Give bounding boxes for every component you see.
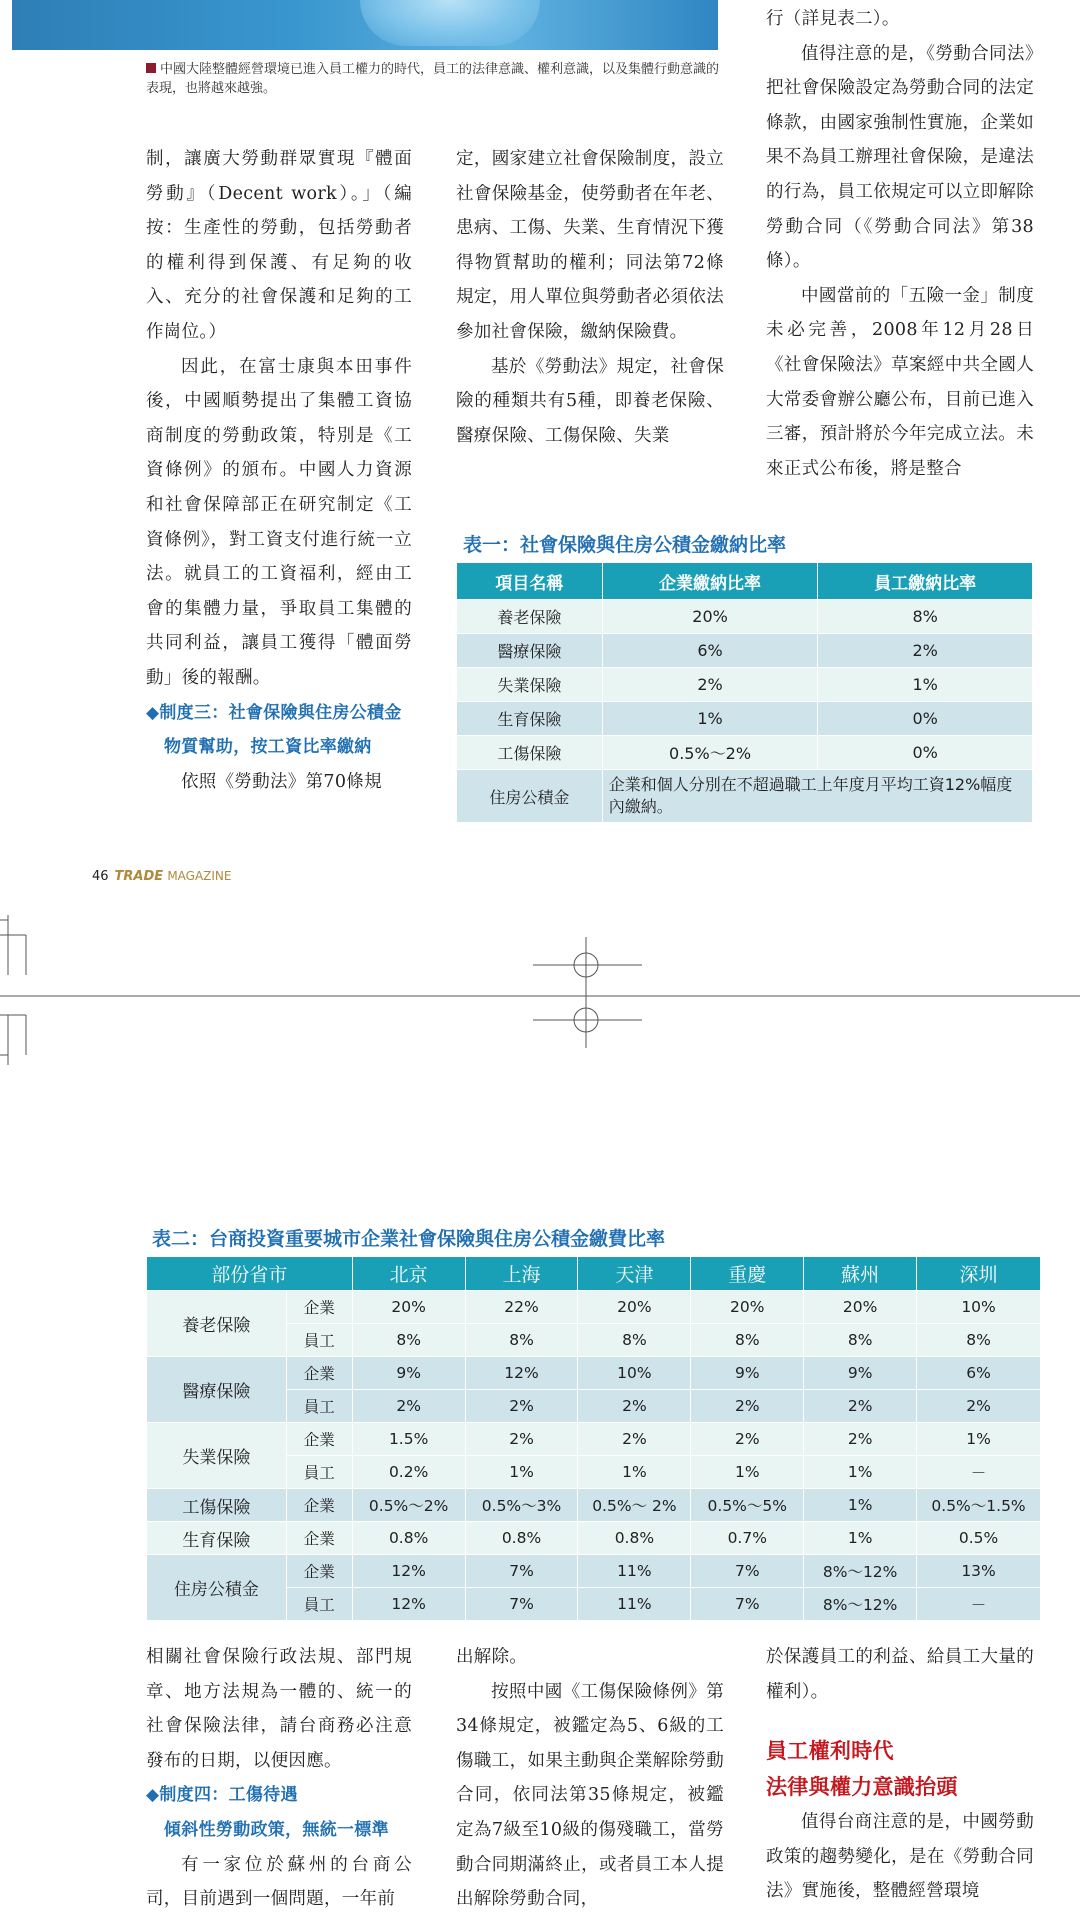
table-cell: 8% [465,1324,578,1357]
paragraph: 中國當前的「五險一金」制度未必完善，2008年12月28日《社會保險法》草案經中共全國人大常委會辦公廳公布，目前已進入三審，預計將於今年完成立法。未來正式公布後，將是整合 [766,285,1034,479]
group-label: 失業保險 [147,1423,287,1489]
table-cell: 10% [917,1291,1041,1324]
paragraph: 依照《勞動法》第70條規 [181,771,382,792]
table-cell: 0% [818,702,1033,736]
table-cell: 20% [602,600,818,634]
table-cell: 7% [691,1555,804,1588]
table-cell: 1% [578,1456,691,1489]
payer-label: 企業 [286,1291,352,1324]
table1 [456,562,1033,823]
paragraph: 行（詳見表二）。 [766,9,900,29]
city-header: 深圳 [917,1257,1041,1291]
table-cell: 2% [602,668,818,702]
corner-header: 部份省市 [147,1257,353,1291]
table-cell: 7% [465,1588,578,1621]
article-subheading: 法律與權力意識抬頭 [766,1775,958,1800]
table-cell: 醫療保險 [457,634,603,668]
table-cell: 失業保險 [457,668,603,702]
table-cell: 養老保險 [457,600,603,634]
table-cell: － [917,1588,1041,1621]
top-column-1 [146,142,412,799]
table-cell: 0.8% [352,1522,465,1555]
table-row [147,1489,1041,1522]
table-row [457,600,1033,634]
table-cell: 20% [691,1291,804,1324]
page-footer [92,869,232,884]
magazine-logo-word: MAGAZINE [167,869,232,883]
city-header: 北京 [352,1257,465,1291]
paragraph: 基於《勞動法》規定，社會保險的種類共有5種，即養老保險、醫療保險、工傷保險、失業 [456,356,724,446]
table-cell: 0.5%～2% [602,736,818,770]
group-label: 住房公積金 [147,1555,287,1621]
table-cell: 1% [465,1456,578,1489]
table-row [147,1522,1041,1555]
table-cell: 6% [917,1357,1041,1390]
table-cell: 8% [818,600,1033,634]
table-cell: 2% [804,1390,917,1423]
table-cell: 0% [818,736,1033,770]
table-cell: 8%～12% [804,1588,917,1621]
table-cell: 2% [352,1390,465,1423]
table-cell: 2% [578,1423,691,1456]
paragraph: 因此，在富士康與本田事件後，中國順勢提出了集體工資協商制度的勞動政策，特別是《工資條例》的頒布。中國人力資源和社會保障部正在研究制定《工資條例》，對工資支付進行統一立法。就員工的工資福利，經由工會的集體力量，爭取員工集體的共同利益，讓員工獲得「體面勞動」後的報酬。 [146,356,412,688]
table-cell: 住房公積金 [457,770,603,823]
crop-marks [0,915,1080,1065]
table-cell: 2% [691,1390,804,1423]
table-row [147,1423,1041,1456]
table-cell: 1% [804,1456,917,1489]
section-heading: ◆制度三：社會保險與住房公積金 [146,702,402,723]
column-header: 項目名稱 [457,563,603,600]
paragraph: 按照中國《工傷保險條例》第34條規定，被鑑定為5、6級的工傷職工，如果主動與企業解除勞動合同，依同法第35條規定，被鑑定為7級至10級的傷殘職工，當勞動合同期滿終止，或者員工本人提出解除勞動合同， [456,1681,724,1910]
table-cell: 0.5%～3% [465,1489,578,1522]
payer-label: 員工 [286,1456,352,1489]
bottom-column-2 [456,1640,724,1917]
photo-caption [146,60,720,98]
table-cell: 2% [917,1390,1041,1423]
payer-label: 企業 [286,1522,352,1555]
table-row [147,1357,1041,1390]
table-cell: 0.5%～2% [352,1489,465,1522]
top-column-2 [456,142,724,453]
table1-title: 表一：社會保險與住房公積金繳納比率 [463,534,787,556]
table-cell: 生育保險 [457,702,603,736]
table-header-row [147,1257,1041,1291]
paragraph: 有一家位於蘇州的台商公司，目前遇到一個問題，一年前 [146,1854,412,1910]
table-cell: 2% [818,634,1033,668]
table-cell: 22% [465,1291,578,1324]
group-label: 養老保險 [147,1291,287,1357]
table-cell: 0.8% [578,1522,691,1555]
table-cell: 12% [465,1357,578,1390]
city-header: 天津 [578,1257,691,1291]
table-cell: 0.7% [691,1522,804,1555]
table-cell: － [917,1456,1041,1489]
table-header-row [457,563,1033,600]
page-number: 46 [92,869,109,884]
table-cell: 8% [917,1324,1041,1357]
article-subheading: 員工權利時代 [766,1739,894,1764]
table-cell: 12% [352,1588,465,1621]
table-note-cell: 企業和個人分別在不超過職工上年度月平均工資12%幅度內繳納。 [602,770,1032,823]
table-cell: 2% [578,1390,691,1423]
table2 [146,1256,1041,1621]
table-cell: 0.5%～1.5% [917,1489,1041,1522]
table-cell: 8%～12% [804,1555,917,1588]
table-row [457,668,1033,702]
table-cell: 8% [691,1324,804,1357]
table-row [147,1555,1041,1588]
table-cell: 1% [804,1522,917,1555]
table-cell: 1% [602,702,818,736]
caption-bullet-icon [146,63,156,73]
table-cell: 11% [578,1588,691,1621]
table-cell: 1.5% [352,1423,465,1456]
payer-label: 企業 [286,1489,352,1522]
table-cell: 1% [818,668,1033,702]
table-cell: 9% [804,1357,917,1390]
table-cell: 0.5%～ 2% [578,1489,691,1522]
table-cell: 20% [352,1291,465,1324]
table-cell: 2% [465,1390,578,1423]
table-cell: 1% [917,1423,1041,1456]
table-cell: 工傷保險 [457,736,603,770]
payer-label: 員工 [286,1390,352,1423]
table-cell: 7% [691,1588,804,1621]
table-row [457,634,1033,668]
paragraph: 相關社會保險行政法規、部門規章、地方法規為一體的、統一的社會保險法律，請台商務必注意發布的日期，以便因應。 [146,1647,412,1771]
table-cell: 0.8% [465,1522,578,1555]
payer-label: 企業 [286,1357,352,1390]
group-label: 生育保險 [147,1522,287,1555]
caption-text: 中國大陸整體經營環境已進入員工權力的時代，員工的法律意識、權利意識，以及集體行動意識的表現，也將越來越強。 [146,62,720,96]
table-cell: 1% [691,1456,804,1489]
paragraph: 定，國家建立社會保險制度，設立社會保險基金，使勞動者在年老、患病、工傷、失業、生育情況下獲得物質幫助的權利；同法第72條規定，用人單位與勞動者必須依法參加社會保險，繳納保險費。 [456,149,724,342]
paragraph: 出解除。 [456,1647,528,1667]
city-header: 蘇州 [804,1257,917,1291]
column-header: 員工繳納比率 [818,563,1033,600]
paragraph: 制，讓廣大勞動群眾實現『體面勞動』（Decent work）。」（編按：生產性的勞動，包括勞動者的權利得到保護、有足夠的收入、充分的社會保護和足夠的工作崗位。） [146,149,412,342]
table-cell: 20% [804,1291,917,1324]
table-cell: 7% [465,1555,578,1588]
table-cell: 13% [917,1555,1041,1588]
paragraph: 值得台商注意的是，中國勞動政策的趨勢變化，是在《勞動合同法》實施後，整體經營環境 [766,1812,1034,1902]
payer-label: 企業 [286,1423,352,1456]
table-cell: 6% [602,634,818,668]
section-subheading: 傾斜性勞動政策，無統一標準 [164,1819,389,1840]
table-cell: 8% [352,1324,465,1357]
payer-label: 企業 [286,1555,352,1588]
bottom-column-3 [766,1640,1034,1909]
group-label: 醫療保險 [147,1357,287,1423]
table-cell: 1% [804,1489,917,1522]
table-cell: 0.2% [352,1456,465,1489]
bottom-column-1 [146,1640,412,1917]
section-heading: ◆制度四：工傷待遇 [146,1785,298,1806]
table-row [147,1291,1041,1324]
photo-highlight [360,0,540,46]
magazine-logo: TRADE [114,869,164,884]
table-cell: 8% [804,1324,917,1357]
table-row [457,702,1033,736]
table-cell: 9% [352,1357,465,1390]
table-cell: 9% [691,1357,804,1390]
top-column-3 [766,2,1034,486]
table-cell: 12% [352,1555,465,1588]
city-header: 上海 [465,1257,578,1291]
table-cell: 20% [578,1291,691,1324]
table-cell: 0.5%～5% [691,1489,804,1522]
city-header: 重慶 [691,1257,804,1291]
paragraph: 值得注意的是，《勞動合同法》把社會保險設定為勞動合同的法定條款，由國家強制性實施，企業如果不為員工辦理社會保險，是違法的行為，員工依規定可以立即解除勞動合同（《勞動合同法》第38條）。 [766,43,1034,272]
table-cell: 8% [578,1324,691,1357]
payer-label: 員工 [286,1324,352,1357]
payer-label: 員工 [286,1588,352,1621]
table-cell: 10% [578,1357,691,1390]
table2-title: 表二：台商投資重要城市企業社會保險與住房公積金繳費比率 [152,1228,666,1250]
table-row [457,736,1033,770]
table-row [457,770,1033,823]
table-cell: 0.5% [917,1522,1041,1555]
group-label: 工傷保險 [147,1489,287,1522]
table-cell: 11% [578,1555,691,1588]
section-subheading: 物質幫助，按工資比率繳納 [164,737,372,758]
column-header: 企業繳納比率 [602,563,818,600]
table-cell: 2% [804,1423,917,1456]
table-cell: 2% [691,1423,804,1456]
table-cell: 2% [465,1423,578,1456]
paragraph: 於保護員工的利益、給員工大量的權利）。 [766,1647,1034,1702]
